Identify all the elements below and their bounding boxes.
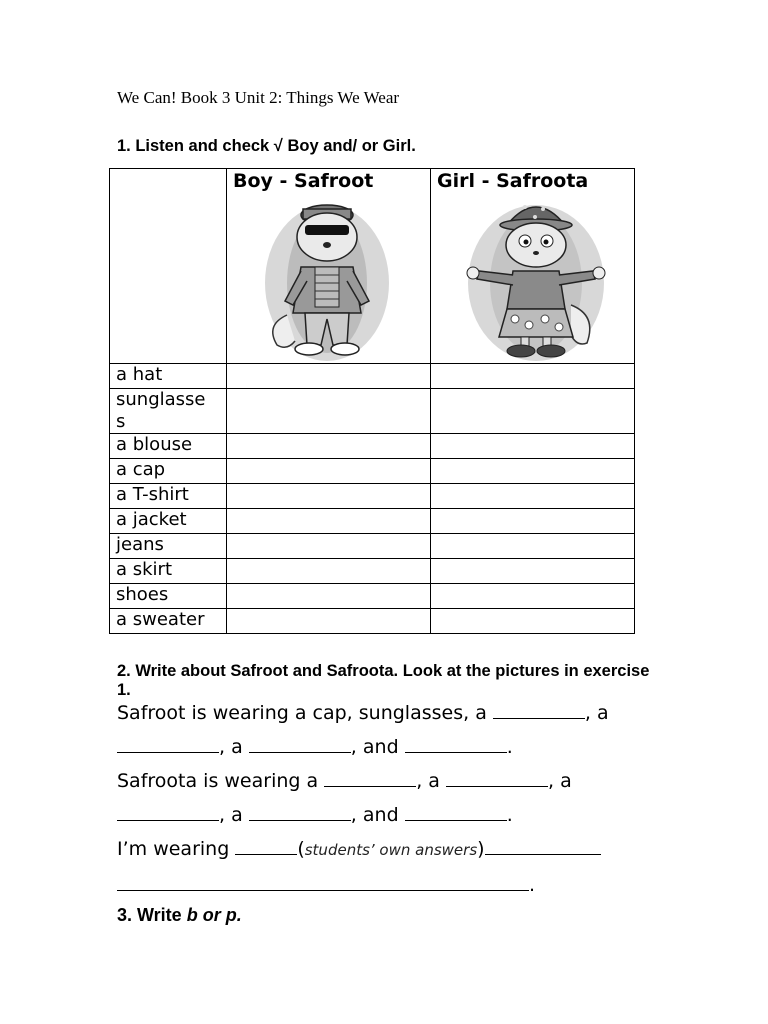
answer-blank[interactable] [493, 700, 585, 719]
comma: , [350, 736, 357, 758]
conjunction: and [362, 804, 399, 826]
comma: , [584, 702, 591, 724]
period: . [529, 874, 536, 896]
comma: , [219, 736, 226, 758]
own-sentence-start: I’m wearing [117, 838, 230, 860]
girl-check-cell[interactable] [431, 389, 635, 434]
exercise-3-heading [117, 905, 242, 926]
boy-check-cell[interactable] [227, 509, 431, 534]
worksheet-title: We Can! Book 3 Unit 2: Things We Wear [117, 88, 400, 107]
boy-check-cell[interactable] [227, 484, 431, 509]
item-label: jeans [110, 534, 227, 559]
sentence-line-1 [117, 700, 609, 724]
item-label: a cap [110, 459, 227, 484]
item-label: a jacket [110, 509, 227, 534]
sentence-line-6 [117, 872, 535, 896]
conjunction: and [362, 736, 399, 758]
open-paren: ( [297, 838, 305, 860]
item-label: sunglasse s [110, 389, 227, 434]
period: . [506, 736, 513, 758]
exercise-1-heading: 1. Listen and check √ Boy and/ or Girl. [117, 137, 416, 155]
safroot-sentence-start: Safroot is wearing a cap, sunglasses, a [117, 702, 487, 724]
girl-check-cell[interactable] [431, 484, 635, 509]
comma: , [416, 770, 423, 792]
boy-check-cell[interactable] [227, 434, 431, 459]
close-paren: ) [477, 838, 485, 860]
girl-column-header [431, 169, 635, 364]
boy-check-cell[interactable] [227, 609, 431, 634]
answer-blank[interactable] [446, 768, 548, 787]
exercise-2-heading: 2. Write about Safroot and Safroota. Look at the pictures in exercise 1. [117, 662, 650, 699]
item-label: a sweater [110, 609, 227, 634]
boy-check-cell[interactable] [227, 534, 431, 559]
sentence-line-3 [117, 768, 572, 792]
answer-blank[interactable] [249, 734, 351, 753]
sentence-line-5 [117, 836, 601, 860]
item-label: a blouse [110, 434, 227, 459]
answer-blank[interactable] [249, 802, 351, 821]
answer-blank[interactable] [324, 768, 416, 787]
article: a [428, 770, 440, 792]
comma: , [350, 804, 357, 826]
boy-header-label: Boy - Safroot [233, 170, 374, 192]
item-label: a hat [110, 364, 227, 389]
answer-blank[interactable] [117, 802, 219, 821]
girl-check-cell[interactable] [431, 509, 635, 534]
item-label: shoes [110, 584, 227, 609]
boy-column-header [227, 169, 431, 364]
safroota-sentence-start: Safroota is wearing a [117, 770, 319, 792]
girl-check-cell[interactable] [431, 459, 635, 484]
article: a [231, 736, 243, 758]
empty-header-cell [110, 169, 227, 364]
hint-text: students’ own answers [304, 841, 478, 859]
sentence-line-4 [117, 802, 513, 826]
girl-check-cell[interactable] [431, 364, 635, 389]
girl-check-cell[interactable] [431, 559, 635, 584]
girl-header-label: Girl - Safroota [437, 170, 589, 192]
answer-blank-long[interactable] [117, 872, 529, 891]
boy-check-cell[interactable] [227, 584, 431, 609]
article: a [231, 804, 243, 826]
answer-blank[interactable] [405, 802, 507, 821]
answer-blank[interactable] [405, 734, 507, 753]
safroota-girl-picture [451, 195, 621, 363]
answer-blank[interactable] [485, 836, 601, 855]
article: a [596, 702, 609, 724]
boy-check-cell[interactable] [227, 364, 431, 389]
comma: , [547, 770, 555, 792]
comma: , [219, 804, 226, 826]
boy-check-cell[interactable] [227, 389, 431, 434]
exercise-3-heading-start: 3. Write [117, 905, 182, 925]
period: . [506, 804, 513, 826]
girl-check-cell[interactable] [431, 584, 635, 609]
safroot-boy-picture [247, 195, 407, 363]
girl-check-cell[interactable] [431, 434, 635, 459]
clothing-check-table [109, 168, 635, 634]
answer-blank[interactable] [117, 734, 219, 753]
item-label: a skirt [110, 559, 227, 584]
boy-check-cell[interactable] [227, 559, 431, 584]
item-label: a T-shirt [110, 484, 227, 509]
exercise-3-heading-italic: b or p. [186, 905, 242, 925]
girl-check-cell[interactable] [431, 609, 635, 634]
girl-check-cell[interactable] [431, 534, 635, 559]
answer-blank[interactable] [235, 836, 297, 855]
sentence-line-2 [117, 734, 513, 758]
article: a [560, 770, 572, 792]
boy-check-cell[interactable] [227, 459, 431, 484]
